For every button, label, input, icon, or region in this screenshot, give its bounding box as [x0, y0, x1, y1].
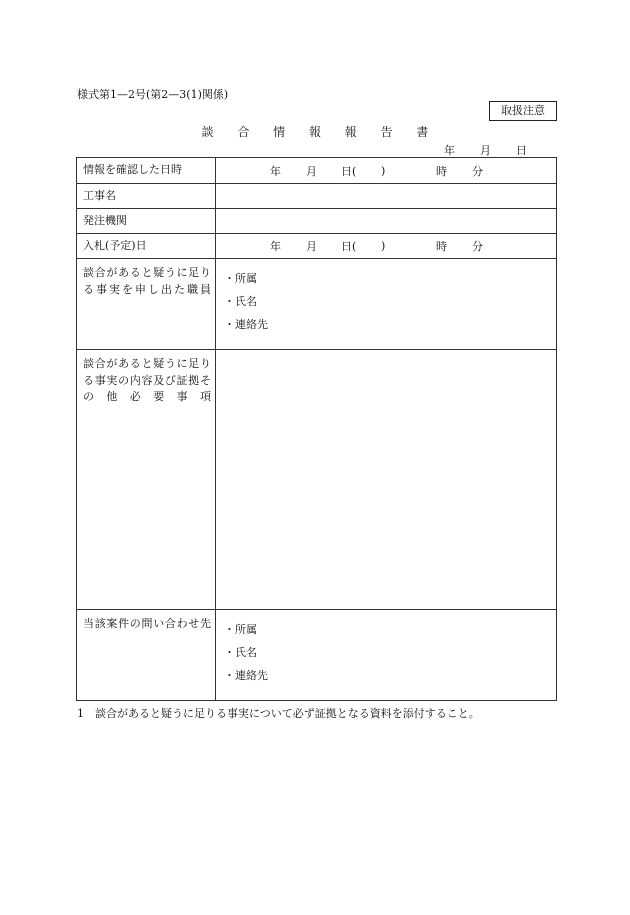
project-name-field[interactable]: [216, 184, 557, 209]
ordering-agency-field[interactable]: [216, 209, 557, 234]
contact-item: ・連絡先: [224, 669, 268, 682]
weekday-close: ): [381, 164, 386, 177]
reporting-staff-field[interactable]: [216, 259, 557, 350]
minute-label: 分: [472, 164, 483, 178]
facts-details-label: 談合があると疑うに足りる事実の内容及び証拠その他必要事項: [77, 350, 216, 610]
minute-label: 分: [472, 240, 483, 253]
inquiry-contact-label: 当該案件の問い合わせ先: [77, 610, 216, 701]
month-label: 月: [306, 164, 317, 178]
handling-caution-box: 取扱注意: [489, 101, 557, 121]
table-row: [77, 184, 557, 209]
hour-label: 時: [436, 240, 447, 253]
table-row: [77, 209, 557, 234]
reporting-staff-label: 談合があると疑うに足りる事実を申し出た職員: [77, 259, 216, 350]
confirmed-datetime-field[interactable]: [216, 158, 557, 184]
affiliation-item: ・所属: [224, 272, 257, 285]
name-item: ・氏名: [224, 646, 257, 659]
table-row: [77, 610, 557, 701]
name-item: ・氏名: [224, 295, 257, 308]
day-label: 日(: [341, 240, 357, 253]
inquiry-contact-field[interactable]: [216, 610, 557, 701]
year-label: 年: [270, 164, 281, 178]
report-year-label: 年: [444, 144, 455, 157]
affiliation-item: ・所属: [224, 623, 257, 636]
contact-item: ・連絡先: [224, 318, 268, 331]
bid-date-label: 入札(予定)日: [77, 234, 216, 259]
ordering-agency-label: 発注機関: [77, 209, 216, 234]
document-title: 談 合 情 報 報 告 書: [201, 125, 439, 139]
facts-details-field[interactable]: [216, 350, 557, 610]
report-month-label: 月: [480, 144, 491, 157]
bid-date-field[interactable]: [216, 234, 557, 259]
month-label: 月: [306, 240, 317, 253]
table-row: [77, 158, 557, 184]
table-row: [77, 259, 557, 350]
confirmed-datetime-label: 情報を確認した日時: [77, 158, 216, 184]
hour-label: 時: [436, 164, 447, 178]
form-reference: 様式第1—2号(第2—3(1)関係): [77, 88, 229, 101]
table-row: [77, 350, 557, 610]
table-row: [77, 234, 557, 259]
project-name-label: 工事名: [77, 184, 216, 209]
report-form-table: [76, 157, 557, 701]
footnote: 1 談合があると疑うに足りる事実について必ず証拠となる資料を添付すること。: [77, 707, 480, 720]
weekday-close: ): [381, 239, 386, 253]
day-label: 日(: [341, 164, 357, 178]
year-label: 年: [270, 240, 281, 253]
report-day-label: 日: [516, 144, 527, 157]
